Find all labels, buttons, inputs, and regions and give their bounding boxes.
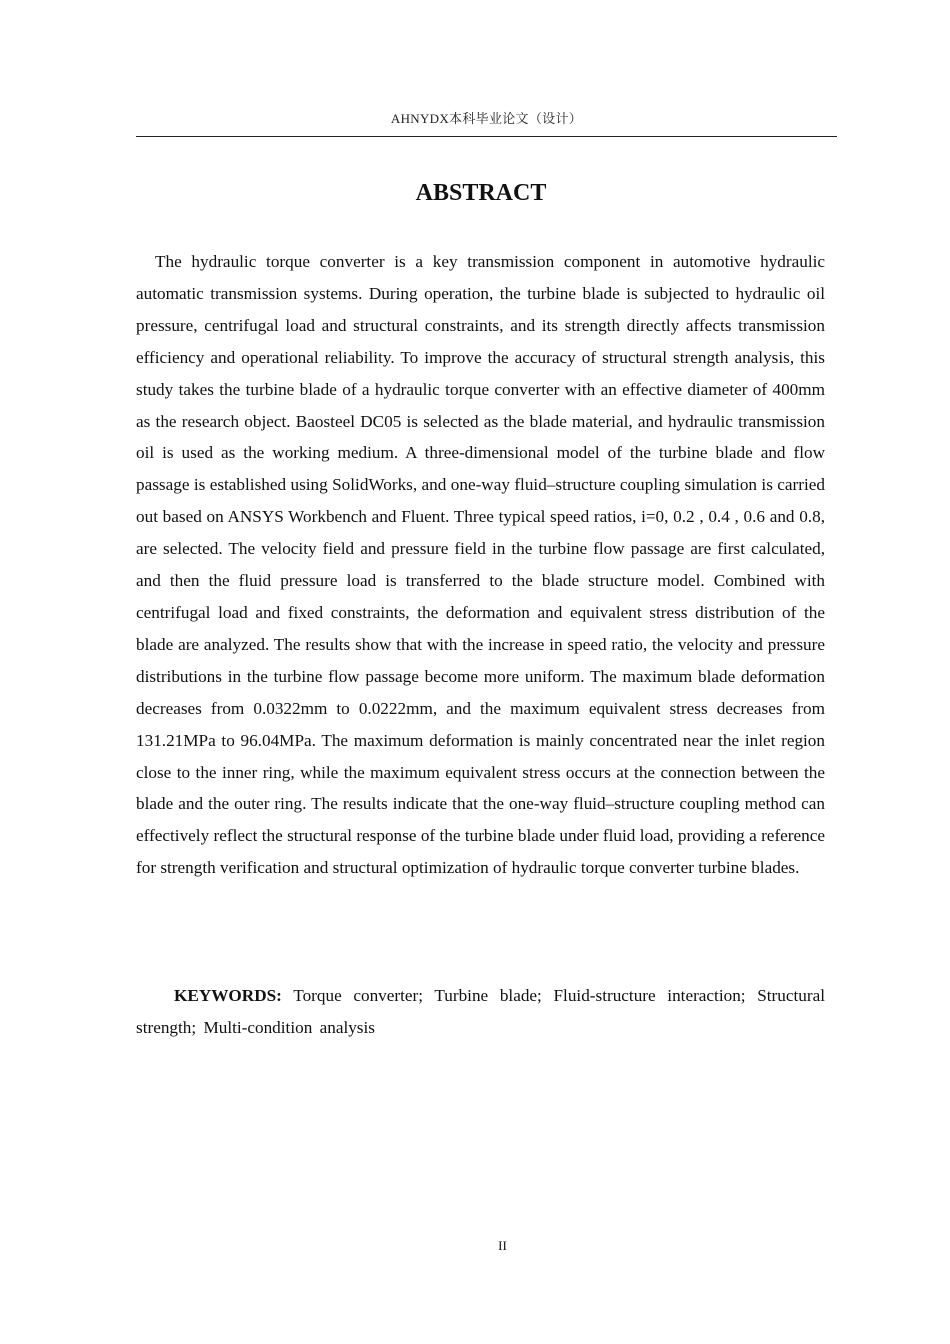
abstract-title: ABSTRACT — [415, 180, 547, 206]
keywords-text: Torque converter; Turbine blade; Fluid-structure interaction; Structural strength; Multi-condition analysis — [136, 986, 825, 1037]
header-divider — [136, 136, 837, 137]
keywords-label: KEYWORDS: — [174, 986, 282, 1005]
running-header: AHNYDX本科毕业论文（设计） — [390, 111, 583, 126]
keywords-paragraph — [136, 980, 825, 1044]
page-number: II — [498, 1238, 507, 1253]
abstract-paragraph: The hydraulic torque converter is a key transmission component in automotive hydraulic automatic transmission systems. During operation, the turbine blade is subjected to hydraulic oil pressure, centrifugal load and structural constraints, and its strength directly affects transmission efficiency and operational reliability. To improve the accuracy of structural strength analysis, this study takes the turbine blade of a hydraulic torque converter with an effective diameter of 400mm as the research object. Baosteel DC05 is selected as the blade material, and hydraulic transmission oil is used as the working medium. A three-dimensional model of the turbine blade and flow passage is established using SolidWorks, and one-way fluid–structure coupling simulation is carried out based on ANSYS Workbench and Fluent. Three typical speed ratios, i=0, 0.2 , 0.4 , 0.6 and 0.8, are selected. The velocity field and pressure field in the turbine flow passage are first calculated, and then the fluid pressure load is transferred to the blade structure model. Combined with centrifugal load and fixed constraints, the deformation and equivalent stress distribution of the blade are analyzed. The results show that with the increase in speed ratio, the velocity and pressure distributions in the turbine flow passage become more uniform. The maximum blade deformation decreases from 0.0322mm to 0.0222mm, and the maximum equivalent stress decreases from 131.21MPa to 96.04MPa. The maximum deformation is mainly concentrated near the inlet region close to the inner ring, while the maximum equivalent stress occurs at the connection between the blade and the outer ring. The results indicate that the one-way fluid–structure coupling method can effectively reflect the structural response of the turbine blade under fluid load, providing a reference for strength verification and structural optimization of hydraulic torque converter turbine blades. — [136, 252, 825, 878]
